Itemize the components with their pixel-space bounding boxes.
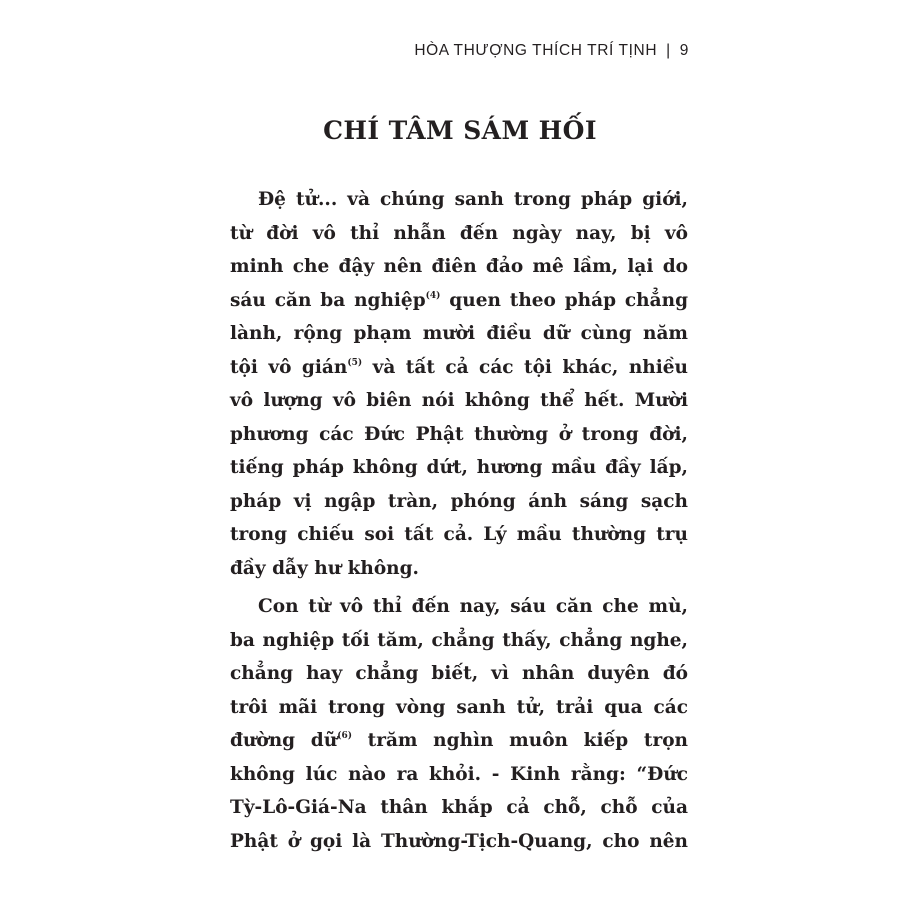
- running-title: HÒA THƯỢNG THÍCH TRÍ TỊNH: [414, 42, 658, 59]
- text-line: không lúc nào ra khỏi. - Kinh rằng: “Đức: [230, 763, 688, 785]
- paragraph-2: [230, 590, 688, 858]
- text-line: Phật ở gọi là Thường-Tịch-Quang, cho nên: [230, 830, 688, 852]
- footnote-ref-4: (4): [425, 290, 441, 301]
- text-line: ba nghiệp tối tăm, chẳng thấy, chẳng nghe,: [230, 629, 688, 651]
- text-line: trong chiếu soi tất cả. Lý mầu thường trụ: [230, 524, 688, 545]
- text-line: phương các Đức Phật thường ở trong đời,: [230, 423, 688, 445]
- header-separator: |: [666, 42, 671, 59]
- paragraph-1: [230, 183, 688, 585]
- text-line: sáu căn ba nghiệp$^{(4)}$ quen theo pháp chẳng: [230, 289, 689, 311]
- text-line: từ đời vô thỉ nhẫn đến ngày nay, bị vô: [230, 222, 688, 244]
- chapter-title: CHÍ TÂM SÁM HỐI: [323, 116, 597, 145]
- text-line: Đệ tử... và chúng sanh trong pháp giới,: [258, 189, 688, 210]
- text-line: vô lượng vô biên nói không thể hết. Mười: [230, 390, 688, 411]
- text-line: minh che đậy nên điên đảo mê lầm, lại do: [230, 256, 688, 277]
- text-line: đường dữ$^{(6)}$ trăm nghìn muôn kiếp trọn: [230, 730, 688, 751]
- text-line: pháp vị ngập tràn, phóng ánh sáng sạch: [230, 490, 688, 512]
- text-line: Tỳ-Lô-Giá-Na thân khắp cả chỗ, chỗ của: [230, 797, 688, 818]
- text-line: lành, rộng phạm mười điều dữ cùng năm: [230, 323, 688, 344]
- text-line: đầy dẫy hư không.: [230, 557, 420, 579]
- text-line: tội vô gián$^{(5)}$ và tất cả các tội khác, nhiều: [230, 356, 688, 378]
- text-line: trôi mãi trong vòng sanh tử, trải qua các: [230, 696, 688, 718]
- running-header: [414, 42, 689, 60]
- page-number: 9: [679, 42, 689, 59]
- footnote-ref-6: (6): [337, 731, 352, 741]
- text-line: chẳng hay chẳng biết, vì nhân duyên đó: [230, 663, 688, 684]
- text-line: Con từ vô thỉ đến nay, sáu căn che mù,: [258, 596, 688, 617]
- footnote-ref-5: (5): [347, 357, 363, 368]
- text-line: tiếng pháp không dứt, hương mầu đầy lấp,: [230, 457, 688, 478]
